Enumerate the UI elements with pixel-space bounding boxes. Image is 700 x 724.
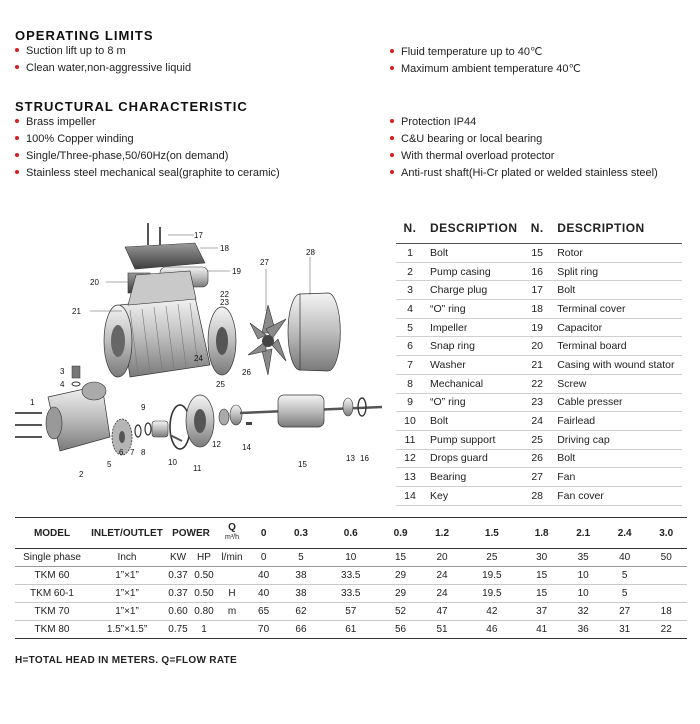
header-description: DESCRIPTION [424,213,523,244]
head-value: 56 [380,621,422,639]
head-value: 31 [604,621,646,639]
part-number: 14 [396,486,424,505]
parts-table-row [396,412,682,431]
bullet-icon [390,66,394,70]
head-value: 10 [562,585,604,603]
power-kw: 0.37 [165,567,191,585]
inlet-outlet: 1”×1” [89,567,165,585]
parts-table-row [396,262,682,281]
performance-table [15,517,687,639]
header-q-value: 2.1 [562,518,604,549]
diagram-label: 27 [260,258,269,267]
part-number: 10 [396,412,424,431]
head-value: 24 [421,585,463,603]
part-number: 23 [523,393,551,412]
inlet-outlet: 1”×1” [89,603,165,621]
part-number: 9 [396,393,424,412]
part-number: 13 [396,468,424,487]
structural-item: With thermal overload protector [390,150,554,162]
parts-table-header [396,213,682,244]
part-description: Bolt [424,244,523,263]
head-value [645,585,687,603]
part-description: Snap ring [424,337,523,356]
part-number: 26 [523,449,551,468]
head-value: 52 [380,603,422,621]
head-value: 24 [421,567,463,585]
model-name: TKM 70 [15,603,89,621]
part-number: 16 [523,262,551,281]
head-value: 40 [247,567,280,585]
head-value: 29 [380,567,422,585]
part-description: Bolt [424,412,523,431]
part-number: 11 [396,430,424,449]
part-number: 21 [523,356,551,375]
header-q-value: 1.2 [421,518,463,549]
model-row [15,621,687,639]
diagram-label: 20 [90,278,99,287]
units-row: Single phase Inch KW HP l/min 0 5 10 15 20 25 30 35 40 50 [15,549,687,567]
parts-table-row [396,374,682,393]
part-number: 8 [396,374,424,393]
part-number: 28 [523,486,551,505]
part-description: Key [424,486,523,505]
model-name: TKM 60 [15,567,89,585]
part-description: “O” ring [424,300,523,319]
exploded-pump-diagram [10,215,385,485]
head-value: 42 [463,603,521,621]
head-value: 38 [280,567,322,585]
diagram-label: 10 [168,458,177,467]
head-unit [217,621,247,639]
diagram-label: 3 [60,367,65,376]
power-kw: 0.37 [165,585,191,603]
part-description: Cable presser [551,393,682,412]
header-q-value: 0.3 [280,518,322,549]
header-number: N. [523,213,551,244]
inlet-outlet: 1.5”×1.5” [89,621,165,639]
head-value: 5 [604,585,646,603]
diagram-label: 16 [360,454,369,463]
header-q-value: 1.8 [521,518,563,549]
parts-table-row [396,318,682,337]
part-number: 2 [396,262,424,281]
structural-title: STRUCTURAL CHARACTERISTIC [15,99,248,114]
head-value: 22 [645,621,687,639]
part-description: Driving cap [551,430,682,449]
head-value: 18 [645,603,687,621]
parts-table-row [396,356,682,375]
part-description: Casing with wound stator [551,356,682,375]
part-description: Mechanical [424,374,523,393]
operating-limit-item: Fluid temperature up to 40℃ [390,45,542,58]
bullet-icon [390,136,394,140]
power-kw: 0.75 [165,621,191,639]
part-description: Charge plug [424,281,523,300]
head-value: 62 [280,603,322,621]
operating-limit-item: Suction lift up to 8 m [15,45,126,57]
bullet-icon [390,170,394,174]
part-description: Bearing [424,468,523,487]
model-name: TKM 80 [15,621,89,639]
power-hp: 0.80 [191,603,217,621]
part-description: Fan cover [551,486,682,505]
part-number: 20 [523,337,551,356]
operating-limits-title: OPERATING LIMITS [15,28,154,43]
footnote: H=TOTAL HEAD IN METERS. Q=FLOW RATE [15,655,237,666]
parts-table-row [396,486,682,505]
part-description: Capacitor [551,318,682,337]
part-number: 17 [523,281,551,300]
bullet-icon [15,48,19,52]
diagram-label: 1 [30,398,35,407]
part-number: 6 [396,337,424,356]
diagram-label: 21 [72,307,81,316]
diagram-label: 12 [212,440,221,449]
structural-item: Anti-rust shaft(Hi-Cr plated or welded stainless steel) [390,167,658,179]
head-value: 33.5 [322,585,380,603]
header-description: DESCRIPTION [551,213,682,244]
header-q-value: 1.5 [463,518,521,549]
head-value: 46 [463,621,521,639]
parts-table-row [396,393,682,412]
part-description: Washer [424,356,523,375]
diagram-label: 7 [130,448,135,457]
parts-table-row [396,430,682,449]
head-value: 10 [562,567,604,585]
diagram-label: 5 [107,460,112,469]
head-value: 15 [521,585,563,603]
diagram-label: 22 [220,290,229,299]
diagram-label: 9 [141,403,146,412]
parts-table-row [396,337,682,356]
part-description: Rotor [551,244,682,263]
parts-table-row [396,244,682,263]
part-description: Bolt [551,449,682,468]
part-description: Fan [551,468,682,487]
head-unit: H [217,585,247,603]
part-number: 4 [396,300,424,319]
power-hp: 0.50 [191,585,217,603]
diagram-label: 26 [242,368,251,377]
part-description: Terminal board [551,337,682,356]
head-value: 47 [421,603,463,621]
part-number: 5 [396,318,424,337]
head-value: 65 [247,603,280,621]
bullet-icon [15,170,19,174]
head-value: 19.5 [463,567,521,585]
head-value: 32 [562,603,604,621]
diagram-label: 8 [141,448,146,457]
head-value: 41 [521,621,563,639]
header-q-value: 2.4 [604,518,646,549]
part-description: Fairlead [551,412,682,431]
part-description: Pump support [424,430,523,449]
inlet-outlet: 1”×1” [89,585,165,603]
head-value: 36 [562,621,604,639]
head-value: 33.5 [322,567,380,585]
diagram-label: 19 [232,267,241,276]
part-number: 1 [396,244,424,263]
bullet-icon [390,119,394,123]
structural-item: Brass impeller [15,116,96,128]
diagram-label: 15 [298,460,307,469]
head-value: 27 [604,603,646,621]
part-number: 12 [396,449,424,468]
diagram-label: 28 [306,248,315,257]
part-description: Terminal cover [551,300,682,319]
part-number: 22 [523,374,551,393]
parts-table-row [396,449,682,468]
part-number: 7 [396,356,424,375]
power-hp: 1 [191,621,217,639]
diagram-label: 18 [220,244,229,253]
bullet-icon [390,153,394,157]
head-value: 40 [247,585,280,603]
head-value: 51 [421,621,463,639]
part-description: Split ring [551,262,682,281]
part-description: Screw [551,374,682,393]
bullet-icon [390,49,394,53]
head-value: 70 [247,621,280,639]
head-value: 37 [521,603,563,621]
power-hp: 0.50 [191,567,217,585]
parts-table-row [396,281,682,300]
parts-table-row [396,300,682,319]
header-power: POWER [165,518,217,549]
header-flow: Q m³/h [217,518,247,549]
header-q-value: 0.6 [322,518,380,549]
diagram-label: 25 [216,380,225,389]
part-description: Drops guard [424,449,523,468]
part-description: Impeller [424,318,523,337]
diagram-label: 4 [60,380,65,389]
part-description: Bolt [551,281,682,300]
diagram-label: 24 [194,354,203,363]
diagram-label: 2 [79,470,84,479]
model-row [15,603,687,621]
head-value: 66 [280,621,322,639]
part-number: 25 [523,430,551,449]
power-kw: 0.60 [165,603,191,621]
diagram-label: 6 [119,448,124,457]
part-description: “O” ring [424,393,523,412]
structural-item: 100% Copper winding [15,133,134,145]
diagram-label: 11 [193,464,202,473]
bullet-icon [15,65,19,69]
parts-table-row [396,468,682,487]
part-number: 3 [396,281,424,300]
operating-limit-item: Maximum ambient temperature 40℃ [390,62,581,75]
header-q-value: 0 [247,518,280,549]
model-row [15,567,687,585]
diagram-label: 14 [242,443,251,452]
performance-header [15,518,687,549]
diagram-label: 13 [346,454,355,463]
head-value: 5 [604,567,646,585]
head-unit [217,567,247,585]
head-value: 19.5 [463,585,521,603]
structural-item: Stainless steel mechanical seal(graphite to ceramic) [15,167,280,179]
head-value: 61 [322,621,380,639]
head-value [645,567,687,585]
header-inlet-outlet: INLET/OUTLET [89,518,165,549]
parts-table [396,213,682,506]
structural-item: Protection IP44 [390,116,476,128]
model-name: TKM 60-1 [15,585,89,603]
diagram-label: 23 [220,298,229,307]
part-number: 24 [523,412,551,431]
head-unit: m [217,603,247,621]
header-number: N. [396,213,424,244]
model-row [15,585,687,603]
structural-item: Single/Three-phase,50/60Hz(on demand) [15,150,228,162]
part-number: 15 [523,244,551,263]
head-value: 15 [521,567,563,585]
head-value: 29 [380,585,422,603]
diagram-label: 17 [194,231,203,240]
header-model: MODEL [15,518,89,549]
bullet-icon [15,136,19,140]
head-value: 57 [322,603,380,621]
part-number: 27 [523,468,551,487]
structural-item: C&U bearing or local bearing [390,133,542,145]
operating-limit-item: Clean water,non-aggressive liquid [15,62,191,74]
part-number: 19 [523,318,551,337]
bullet-icon [15,153,19,157]
part-description: Pump casing [424,262,523,281]
part-number: 18 [523,300,551,319]
header-q-value: 0.9 [380,518,422,549]
header-q-value: 3.0 [645,518,687,549]
head-value: 38 [280,585,322,603]
bullet-icon [15,119,19,123]
